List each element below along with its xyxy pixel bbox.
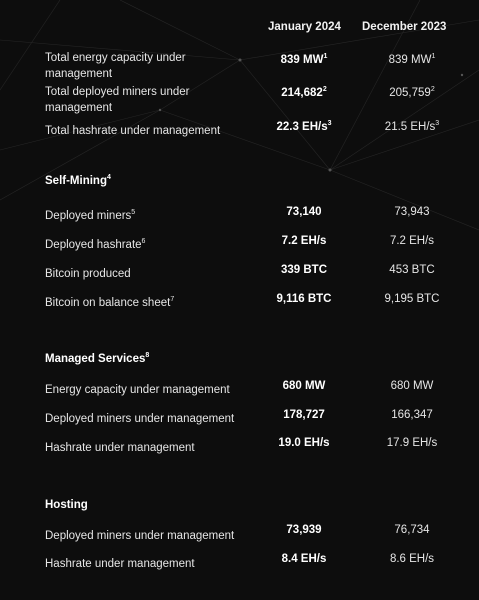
row-label-total-energy-capacity: Total energy capacity under management: [45, 52, 186, 80]
value-dec-total-energy-capacity: 839 $MW^1$: [388, 53, 436, 66]
value-dec-energy-capacity: 680 MW: [390, 380, 434, 392]
value-jan-managed-deployed-miners: 178,727: [283, 409, 325, 421]
value-jan-bitcoin-produced: 339 BTC: [280, 264, 328, 276]
row-label-hosting-deployed-miners: Deployed miners under management: [45, 530, 235, 542]
column-header-january-2024: January 2024: [268, 21, 341, 33]
value-dec-managed-hashrate: 17.9 EH/s: [386, 437, 438, 449]
value-dec-hosting-deployed-miners: 76,734: [394, 524, 430, 536]
row-label-bitcoin-produced: Bitcoin produced: [45, 268, 131, 280]
section-title-self-mining: Self-Mining$^4$: [45, 174, 111, 187]
row-label-managed-hashrate: Hashrate under management: [45, 442, 195, 454]
row-label-deployed-hashrate: Deployed hashrate$^6$: [45, 238, 146, 251]
row-label-hosting-hashrate: Hashrate under management: [45, 558, 195, 570]
row-label-managed-deployed-miners: Deployed miners under management: [45, 413, 235, 425]
value-dec-hosting-hashrate: 8.6 EH/s: [389, 553, 435, 565]
value-dec-deployed-miners: 73,943: [394, 206, 430, 218]
value-jan-total-deployed-miners: 214,682$^2$: [281, 86, 327, 99]
column-header-december-2023: December 2023: [362, 21, 447, 33]
value-jan-total-hashrate: 22.3 $EH/s^3$: [276, 120, 332, 133]
row-label-deployed-miners: Deployed miners$^5$: [45, 209, 136, 222]
value-jan-hosting-hashrate: 8.4 EH/s: [281, 553, 327, 565]
value-dec-total-hashrate: 21.5 $EH/s^3$: [384, 120, 440, 133]
value-dec-bitcoin-balance-sheet: 9,195 BTC: [384, 293, 440, 305]
row-label-bitcoin-balance-sheet: Bitcoin on balance sheet$^7$: [45, 296, 175, 309]
value-dec-total-deployed-miners: 205,759$^2$: [389, 86, 435, 99]
value-jan-total-energy-capacity: 839 $MW^1$: [280, 53, 328, 66]
row-label-total-deployed-miners: Total deployed miners under management: [45, 86, 190, 114]
row-label-energy-capacity: Energy capacity under management: [45, 384, 230, 396]
value-dec-managed-deployed-miners: 166,347: [391, 409, 433, 421]
value-jan-managed-hashrate: 19.0 EH/s: [278, 437, 330, 449]
value-jan-hosting-deployed-miners: 73,939: [286, 524, 322, 536]
value-jan-deployed-hashrate: 7.2 EH/s: [281, 235, 327, 247]
value-jan-deployed-miners: 73,140: [286, 206, 322, 218]
row-label-total-hashrate: Total hashrate under management: [45, 125, 221, 137]
section-title-managed-services: Managed Services$^8$: [45, 352, 150, 365]
value-dec-deployed-hashrate: 7.2 EH/s: [389, 235, 435, 247]
value-jan-bitcoin-balance-sheet: 9,116 BTC: [276, 293, 332, 305]
value-jan-energy-capacity: 680 MW: [282, 380, 326, 392]
section-title-hosting: Hosting: [45, 499, 88, 511]
value-dec-bitcoin-produced: 453 BTC: [389, 264, 435, 276]
